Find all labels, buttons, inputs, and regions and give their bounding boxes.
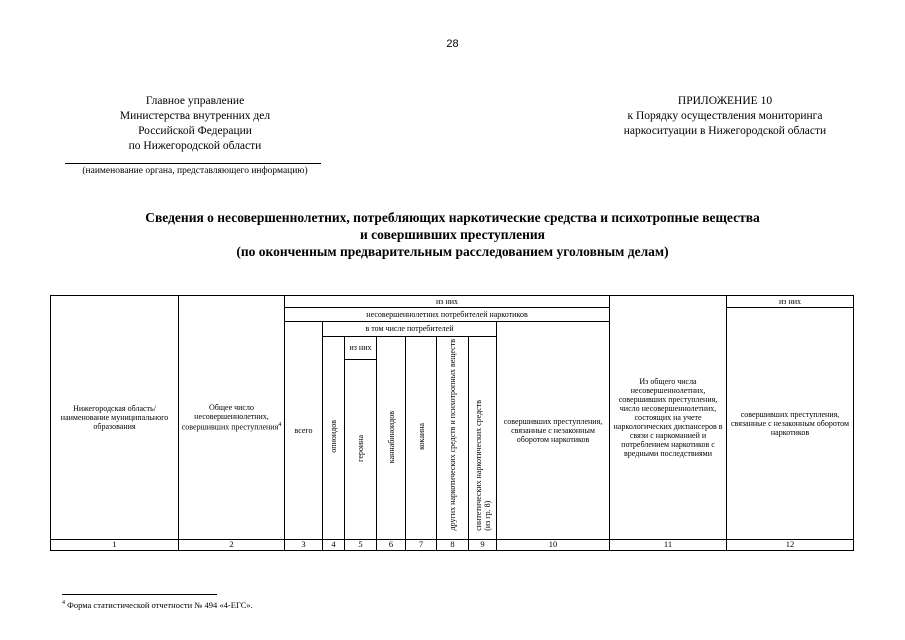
header-total: Общее число несовершеннолетних, совершивших преступления$^4$ [179,296,285,540]
issuer-line: Главное управление [145,95,245,107]
header-other: других наркотических средств и психотропных веществ [437,336,469,539]
issuer-line: по Нижегородской области [128,140,262,152]
header-incl-users: в том числе потребителей [323,322,497,336]
title-line: Сведения о несовершеннолетних, потребляющих наркотические средства и психотропные вещества [145,210,760,225]
header-synthetic: синтетических наркотических средств (из гр. 8) [469,336,497,539]
appendix-line: ПРИЛОЖЕНИЕ 10 [677,95,773,107]
issuer-line: Российской Федерации [138,125,252,137]
col-number: 1 [51,539,179,550]
header-opioids: опиоидов [323,336,345,539]
issuer-line: Министерства внутренних дел [119,110,271,122]
header-of-them: из них [285,296,610,308]
col-number: 11 [610,539,727,550]
col-number: 8 [437,539,469,550]
col-number: 2 [179,539,285,550]
col-number: 10 [497,539,610,550]
appendix-block [580,94,870,139]
appendix-line: к Порядку осуществления мониторинга [627,110,823,122]
col-number: 5 [345,539,377,550]
header-drug-crime: совершивших преступления, связанные с незаконным оборотом наркотиков [497,322,610,539]
header-registered: Из общего числа несовершеннолетних, совершивших преступления, число несовершеннолетних, состоящих на учете наркологических диспансеров в связи с наркоманией и потреблением наркотиков с вредными последствиями [610,296,727,540]
header-cocaine: кокаина [406,336,437,539]
col-number: 12 [727,539,854,550]
signature-line [65,163,321,164]
col-number: 3 [285,539,323,550]
col-number: 6 [377,539,406,550]
issuer-block [70,94,320,154]
page-number: 28 [446,38,459,50]
col-number: 4 [323,539,345,550]
title-line: и совершивших преступления [360,227,545,242]
document-title [80,209,825,260]
footnote: $^4$ Форма статистической отчетности № 494 «4-ЕГС». [62,600,253,610]
header-cannabinoids: каннабиноидов [377,336,406,539]
footnote-separator [62,594,217,595]
header-heroin: героина [345,359,377,539]
col-number: 9 [469,539,497,550]
appendix-line: наркоситуации в Нижегородской области [623,125,827,137]
header-all: всего [285,322,323,539]
col-number: 7 [406,539,437,550]
header-of-them-small: из них [345,336,377,359]
issuer-caption: (наименование органа, представляющего информацию) [82,166,308,176]
header-of-them-right: из них [727,296,854,308]
header-region: Нижегородская область/ наименование муниципального образования [51,296,179,540]
header-drug-crime-right: совершивших преступления, связанные с незаконным оборотом наркотиков [727,308,854,540]
title-line: (по оконченным предварительным расследованием уголовным делам) [236,244,669,259]
header-drug-users: несовершеннолетних потребителей наркотиков [285,308,610,322]
report-table [50,295,854,551]
